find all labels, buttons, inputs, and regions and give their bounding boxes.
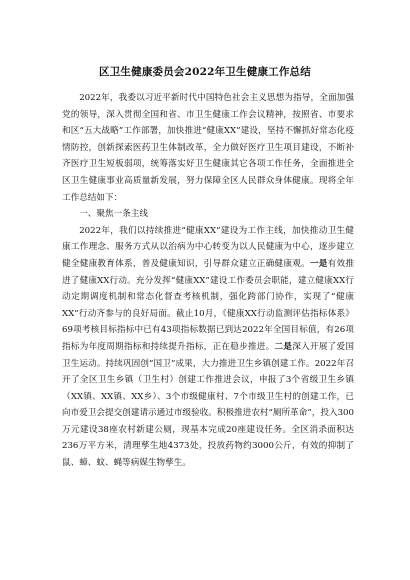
paragraph-text: 有效推进了健康XX行动。充分发挥“健康XX”建设工作委员会职能，建立健康XX行动定期调度机制和常态化督查考核机制，强化跨部门协作，实现了“健康XX”行动齐参与的良好局面。截止10月，《健康XX行动监测评估指标体系》69项考核目标指标中已有43项指标数据已到达2022年全国目标值，有26项指标为年度周期指标和持续提升指标，正在稳步推进。 <box>62 258 354 352</box>
emphasis-label: 二是 <box>274 341 293 352</box>
intro-paragraph: 2022年，我委以习近平新时代中国特色社会主义思想为指导，全面加强党的领导，深入贯彻全国和省、市卫生健康工作会议精神，按照省、市要求和区“五大战略”工作部署，加快推进“健康XX”建设，坚持不懈抓好常态化疫情防控，创新探索医药卫生体制改革，全力做好医疗卫生项目建设，不断补齐医疗卫生短板弱项，统筹落实好卫生健康其它各项工作任务，全面推进全区卫生健康事业高质量新发展，努力保障全区人民群众身体健康。现将全年工作总结如下： <box>62 93 354 203</box>
document-body <box>62 90 354 472</box>
paragraph-text: 深入开展了爱国卫生运动。持续巩固创“国卫”成果，大力推进卫生乡镇创建工作。2022年召开了全区卫生乡镇（卫生村）创建工作推进会议，申报了3个省级卫生乡镇（XX镇、XX镇、XX乡）、3个市级健康村、7个市级卫生村的创建工作，已向市爱卫会提交创建请示通过市级验收。积极推进农村“厕所革命”，投入300万元建设38座农村新建公厕，现基本完成20座建设任务。全区消杀面积达236万平方米，清理孳生地4373处，投放药物约3000公斤，有效的抑制了鼠、蟑、蚊、蝇等病媒生物孳生。 <box>62 341 354 469</box>
body-paragraph <box>62 223 354 472</box>
emphasis-label: 一是 <box>309 258 328 269</box>
section-heading: 一、聚焦一条主线 <box>79 209 148 220</box>
paragraph-text: 2022年，我们以持续推进“健康XX”建设为工作主线，加快推动卫生健康工作理念、服务方式从以治病为中心转变为以人民健康为中心，逐步建立健全健康教育体系，普及健康知识，引导群众建立正确健康观。 <box>62 225 354 269</box>
document-title: 区卫生健康委员会2022年卫生健康工作总结 <box>99 66 311 78</box>
